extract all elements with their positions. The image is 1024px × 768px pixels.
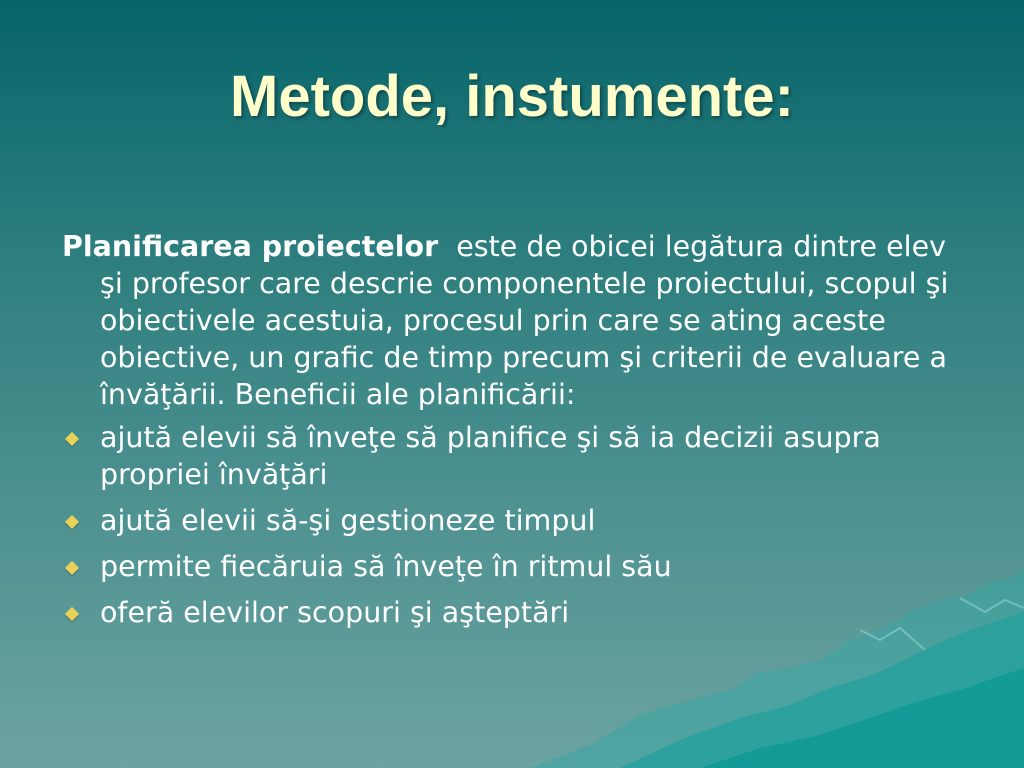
slide-content: [62, 228, 962, 640]
bullet-item: [62, 502, 962, 539]
slide-title: Metode, instumente:: [230, 64, 794, 129]
bullet-text: oferă elevilor scopuri şi aşteptări: [100, 596, 570, 629]
diamond-icon: [65, 515, 79, 529]
bullet-item: [62, 548, 962, 585]
bullet-text: ajută elevii să înveţe să planifice şi să ia decizii asupra propriei învăţări: [100, 421, 881, 491]
bullet-item: [62, 594, 962, 631]
diamond-icon: [65, 432, 79, 446]
bullet-text: ajută elevii să-şi gestioneze timpul: [100, 504, 596, 537]
diamond-icon: [65, 561, 79, 575]
bullet-item: [62, 419, 962, 493]
bullet-list: [62, 419, 962, 631]
bullet-text: permite fiecăruia să înveţe în ritmul său: [100, 550, 672, 583]
diamond-icon: [65, 607, 79, 621]
intro-lead: Planificarea proiectelor: [62, 230, 439, 263]
intro-paragraph: [62, 228, 962, 413]
intro-text: este de obicei legătura dintre elev şi profesor care descrie componentele proiectului, scopul şi obiectivele acestuia, procesul prin care se ating aceste obiective, un grafic de timp precum şi criterii de evaluare a învăţării. Beneficii ale planificării:: [100, 230, 958, 411]
